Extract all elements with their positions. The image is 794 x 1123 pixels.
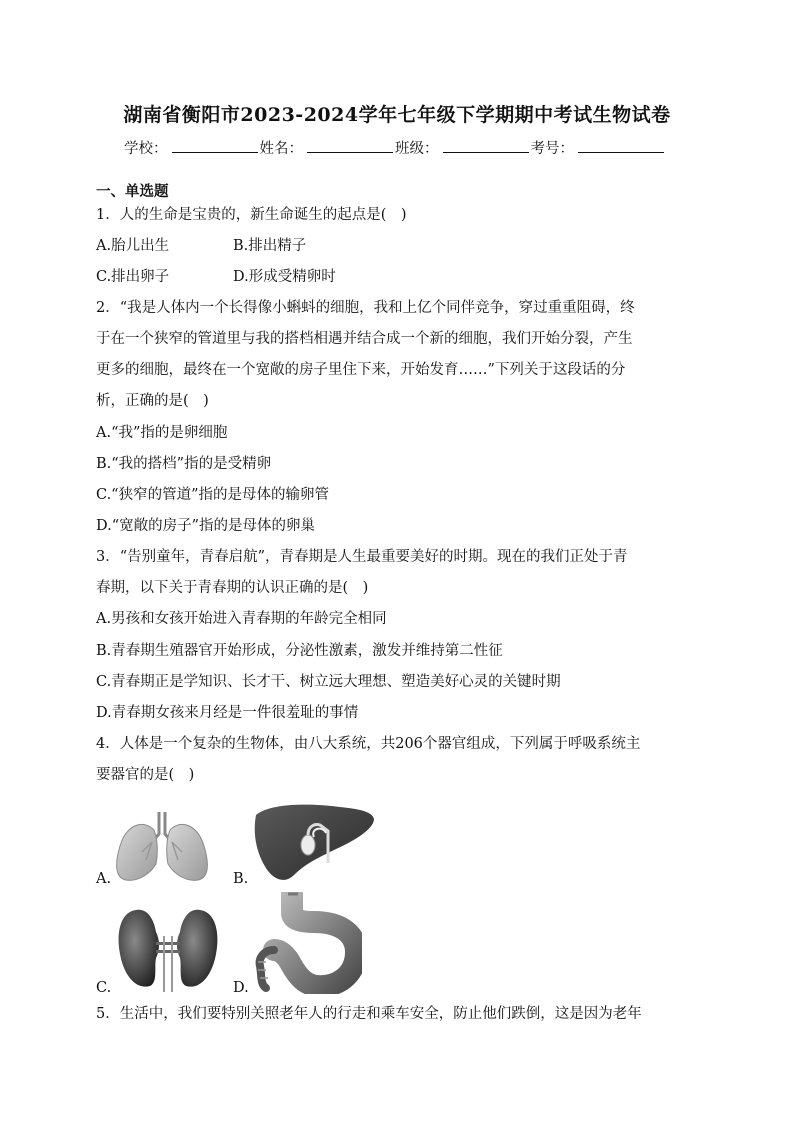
q4-option-b-label[interactable]: B. — [233, 871, 249, 887]
q1-option-c[interactable]: C.排出卵子 — [96, 269, 170, 285]
name-label: 姓名： — [259, 141, 303, 157]
student-info-line — [124, 137, 666, 158]
school-label: 学校： — [124, 141, 168, 157]
q2-option-b[interactable]: B.“我的搭档”指的是受精卵 — [96, 456, 272, 472]
q3-option-d[interactable]: D.青春期女孩来月经是一件很羞耻的事情 — [96, 705, 359, 721]
question-4-stem-line1: 4．人体是一个复杂的生物体，由八大系统，共206个器官组成，下列属于呼吸系统主 — [96, 736, 641, 752]
q2-option-d[interactable]: D.“宽敞的房子”指的是母体的卵巢 — [96, 518, 316, 534]
q3-option-b[interactable]: B.青春期生殖器官开始形成，分泌性激素，激发并维持第二性征 — [96, 643, 503, 659]
number-label: 考号： — [530, 141, 574, 157]
q4-option-d-label[interactable]: D. — [233, 980, 249, 996]
question-5-stem-line1: 5．生活中，我们要特别关照老年人的行走和乘车安全，防止他们跌倒，这是因为老年 — [96, 1006, 642, 1022]
kidneys-icon[interactable] — [116, 906, 220, 992]
question-2-stem-line3: 更多的细胞，最终在一个宽敞的房子里住下来，开始发育……”下列关于这段话的分 — [96, 362, 626, 378]
question-2-stem-line2: 于在一个狭窄的管道里与我的搭档相遇并结合成一个新的细胞，我们开始分裂，产生 — [96, 331, 633, 347]
stomach-icon[interactable] — [252, 892, 362, 994]
q1-option-d[interactable]: D.形成受精卵时 — [233, 269, 336, 285]
q1-option-a[interactable]: A.胎儿出生 — [96, 238, 170, 254]
class-label: 班级： — [395, 141, 439, 157]
question-1-stem: 1．人的生命是宝贵的，新生命诞生的起点是( ) — [96, 207, 407, 223]
question-3-stem-line2: 春期，以下关于青春期的认识正确的是( ) — [96, 580, 369, 596]
liver-icon[interactable] — [250, 801, 376, 883]
q2-option-a[interactable]: A.“我”指的是卵细胞 — [96, 425, 228, 441]
lungs-icon[interactable] — [112, 808, 212, 882]
question-2-stem-line4: 析，正确的是( ) — [96, 393, 209, 409]
name-blank[interactable] — [307, 140, 393, 153]
q3-option-c[interactable]: C.青春期正是学知识、长才干、树立远大理想、塑造美好心灵的关键时期 — [96, 674, 561, 690]
q4-option-a-label[interactable]: A. — [96, 871, 112, 887]
school-blank[interactable] — [172, 140, 258, 153]
section-heading: 一、单选题 — [96, 183, 169, 200]
number-blank[interactable] — [578, 140, 664, 153]
q4-option-c-label[interactable]: C. — [96, 980, 112, 996]
class-blank[interactable] — [443, 140, 529, 153]
question-3-stem-line1: 3．“告别童年，青春启航”，青春期是人生最重要美好的时期。现在的我们正处于青 — [96, 549, 628, 565]
q1-option-b[interactable]: B.排出精子 — [233, 238, 307, 254]
q2-option-c[interactable]: C.“狭窄的管道”指的是母体的输卵管 — [96, 487, 330, 503]
q3-option-a[interactable]: A.男孩和女孩开始进入青春期的年龄完全相同 — [96, 611, 387, 627]
question-4-stem-line2: 要器官的是( ) — [96, 767, 195, 783]
question-2-stem-line1: 2．“我是人体内一个长得像小蝌蚪的细胞，我和上亿个同伴竞争，穿过重重阻碍，终 — [96, 300, 635, 316]
page-title: 湖南省衡阳市2023-2024学年七年级下学期期中考试生物试卷 — [123, 104, 671, 126]
